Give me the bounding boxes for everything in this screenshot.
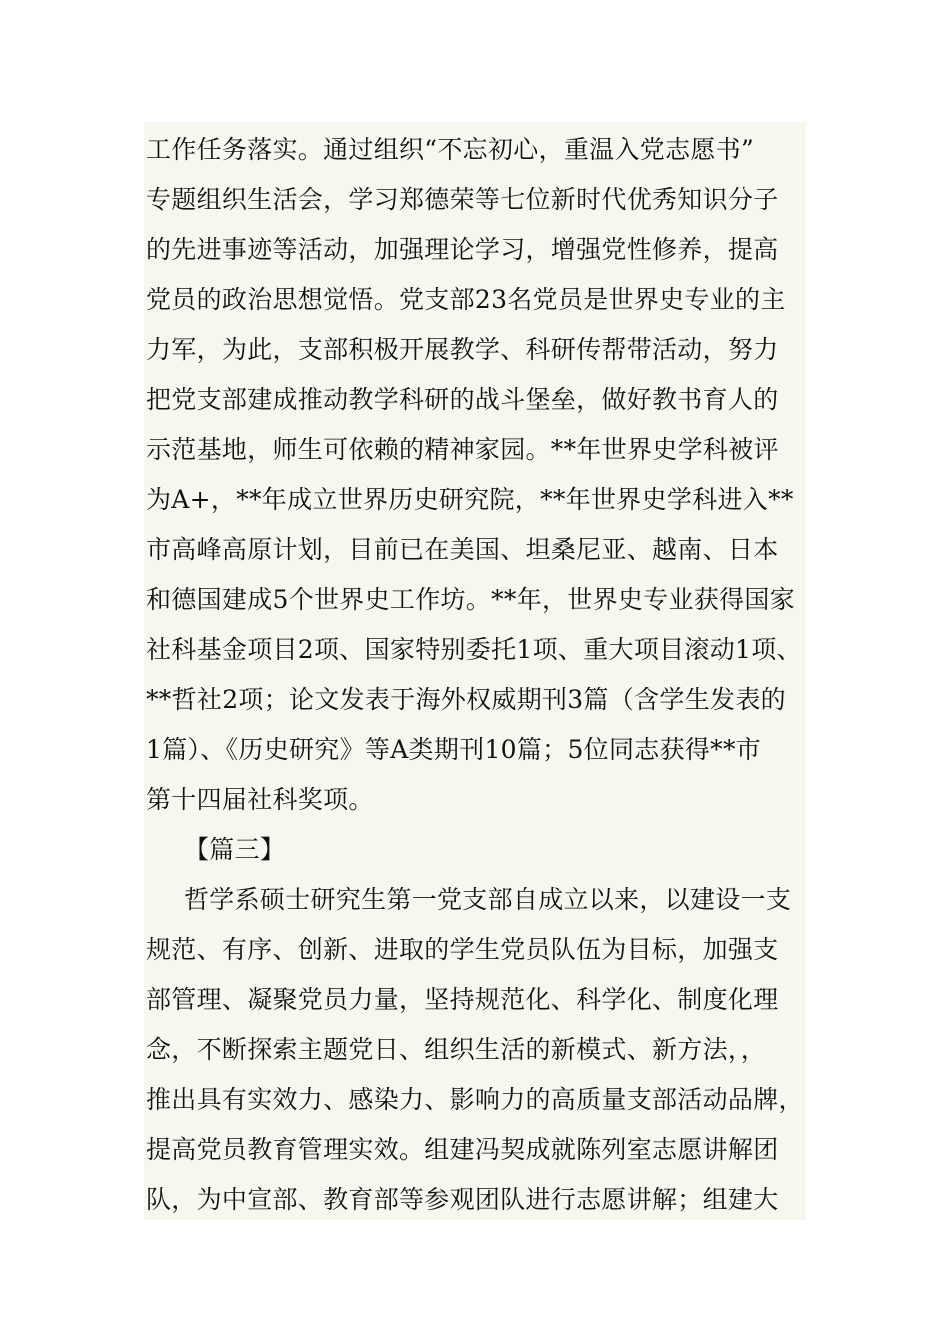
paragraph-line-18: 部管理、凝聚党员力量，坚持规范化、科学化、制度化理: [146, 985, 779, 1014]
paragraph-line-9: 市高峰高原计划，目前已在美国、坦桑尼亚、越南、日本: [146, 535, 779, 564]
paragraph-line-4: 党员的政治思想觉悟。党支部23名党员是世界史专业的主: [146, 285, 786, 314]
paragraph-line-6: 把党支部建成推动教学科研的战斗堡垒，做好教书育人的: [146, 385, 779, 414]
section-heading: 【篇三】: [184, 835, 286, 864]
paragraph-line-5: 力军，为此，支部积极开展教学、科研传帮带活动，努力: [146, 335, 779, 364]
paragraph-line-3: 的先进事迹等活动，加强理论学习，增强党性修养，提高: [146, 235, 779, 264]
paragraph-line-7: 示范基地，师生可依赖的精神家园。**年世界史学科被评: [146, 435, 779, 464]
paragraph-line-17: 规范、有序、创新、进取的学生党员队伍为目标，加强支: [146, 935, 779, 964]
paragraph-line-16: 哲学系硕士研究生第一党支部自成立以来，以建设一支: [184, 885, 792, 914]
paragraph-line-20: 推出具有实效力、感染力、影响力的高质量支部活动品牌，: [146, 1085, 804, 1114]
paragraph-line-21: 提高党员教育管理实效。组建冯契成就陈列室志愿讲解团: [146, 1135, 779, 1164]
paragraph-line-10: 和德国建成5个世界史工作坊。**年，世界史专业获得国家: [146, 585, 796, 614]
paragraph-line-22: 队，为中宣部、教育部等参观团队进行志愿讲解；组建大: [146, 1185, 779, 1214]
paragraph-line-12: **哲社2项；论文发表于海外权威期刊3篇（含学生发表的: [146, 685, 786, 714]
paragraph-line-19: 念，不断探索主题党日、组织生活的新模式、新方法，，: [146, 1035, 767, 1064]
paragraph-line-2: 专题组织生活会，学习郑德荣等七位新时代优秀知识分子: [146, 185, 779, 214]
paragraph-line-8: 为A+，**年成立世界历史研究院，**年世界史学科进入**: [146, 485, 794, 514]
paragraph-line-13: 1篇）、《历史研究》等A类期刊10篇；5位同志获得**市: [146, 735, 762, 764]
paragraph-line-14: 第十四届社科奖项。: [146, 785, 374, 814]
paragraph-line-1: 工作任务落实。通过组织“不忘初心，重温入党志愿书”: [146, 135, 755, 164]
paragraph-line-11: 社科基金项目2项、国家特别委托1项、重大项目滚动1项、: [146, 635, 802, 664]
